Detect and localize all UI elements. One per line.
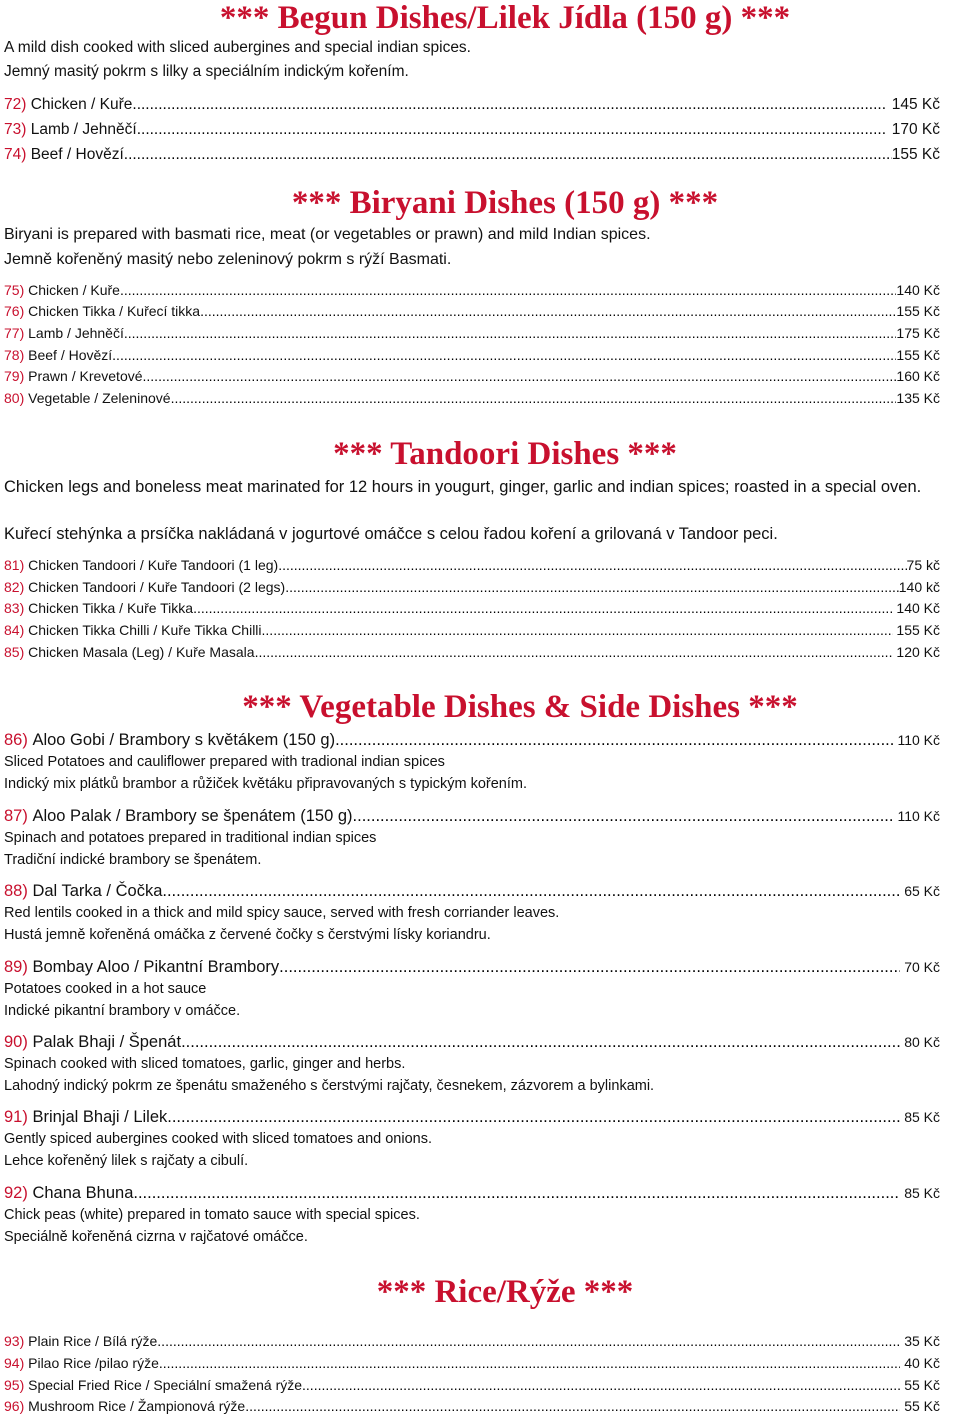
biryani-desc-cz: Jemně kořeněný masitý nebo zeleninový pokrm s rýží Basmati. [4, 251, 452, 268]
item-number: 91) [4, 1108, 28, 1126]
item-name: Brinjal Bhaji / Lilek [32, 1108, 168, 1126]
item-price: 135 Kč [896, 390, 940, 406]
item-name: Dal Tarka / Čočka [32, 882, 163, 900]
item-number: 83) [4, 600, 25, 616]
item-name: Chicken Tikka / Kuře Tikka [28, 600, 194, 616]
section-title-begun: *** Begun Dishes/Lilek Jídla (150 g) *** [219, 0, 791, 36]
item-price: 110 Kč [897, 808, 940, 824]
item-number: 74) [4, 146, 27, 163]
item-price: 160 Kč [896, 368, 940, 384]
item-name: Chicken / Kuře [28, 282, 120, 298]
item-price: 155 Kč [896, 622, 940, 638]
item-name: Beef / Hovězí [28, 347, 113, 363]
item-desc-en: Spinach and potatoes prepared in traditional indian spices [4, 830, 377, 846]
item-desc-cz: Lehce kořeněný lilek s rajčaty a cibulí. [4, 1153, 249, 1169]
item-number: 82) [4, 579, 25, 595]
menu-item [4, 1032, 940, 1052]
item-number: 75) [4, 282, 25, 298]
item-name: Aloo Palak / Brambory se špenátem (150 g) [32, 807, 353, 825]
item-price: 140 kč [898, 579, 940, 595]
item-desc-en: Potatoes cooked in a hot sauce [4, 981, 207, 997]
item-price: 35 Kč [904, 1333, 940, 1349]
item-desc-cz: Indické pikantní brambory v omáčce. [4, 1003, 241, 1019]
item-number: 84) [4, 622, 25, 638]
item-price: 55 Kč [904, 1398, 940, 1414]
menu-item [4, 806, 940, 826]
menu-item [4, 1107, 940, 1127]
biryani-desc-en: Biryani is prepared with basmati rice, meat (or vegetables or prawn) and mild Indian spices. [4, 226, 651, 243]
item-number: 76) [4, 303, 25, 319]
item-price: 155 Kč [891, 146, 940, 163]
item-name: Vegetable / Zeleninové [28, 390, 171, 406]
item-name: Chicken Tikka / Kuřecí tikka [28, 303, 201, 319]
section-title-rice: *** Rice/Rýže *** [376, 1274, 634, 1310]
item-price: 175 Kč [896, 325, 940, 341]
menu-item [4, 598, 940, 618]
menu-item [4, 1353, 940, 1373]
menu-item [4, 730, 940, 750]
item-number: 88) [4, 882, 28, 900]
item-name: Special Fried Rice / Speciální smažená rýže [28, 1377, 303, 1393]
menu-item [4, 1396, 940, 1416]
item-name: Chicken Masala (Leg) / Kuře Masala [28, 644, 255, 660]
item-price: 85 Kč [904, 1185, 940, 1201]
item-name: Chicken Tikka Chilli / Kuře Tikka Chilli [28, 622, 262, 638]
item-desc-cz: Lahodný indický pokrm ze špenátu smaženého s čerstvými rajčaty, česnekem, zázvorem a bylinkami. [4, 1078, 655, 1094]
menu-item [4, 1375, 940, 1395]
item-desc-en: Gently spiced aubergines cooked with sliced tomatoes and onions. [4, 1131, 433, 1147]
item-desc-cz: Speciálně kořeněná cizrna v rajčatové omáčce. [4, 1229, 308, 1245]
section-title-biryani: *** Biryani Dishes (150 g) *** [291, 185, 719, 221]
item-price: 80 Kč [904, 1034, 940, 1050]
menu-item [4, 323, 940, 343]
section-title-vegetable: *** Vegetable Dishes & Side Dishes *** [242, 689, 798, 725]
menu-item [4, 366, 940, 386]
menu-item [4, 95, 940, 115]
item-number: 77) [4, 325, 25, 341]
item-number: 73) [4, 121, 27, 138]
menu-item [4, 1183, 940, 1203]
menu-item [4, 120, 940, 140]
item-number: 95) [4, 1377, 25, 1393]
item-number: 96) [4, 1398, 25, 1414]
item-name: Pilao Rice /pilao rýže [28, 1355, 159, 1371]
item-name: Lamb / Jehněčí [30, 121, 137, 138]
item-number: 86) [4, 731, 28, 749]
item-name: Chicken Tandoori / Kuře Tandoori (2 legs) [28, 579, 286, 595]
item-price: 55 Kč [904, 1377, 940, 1393]
item-name: Mushroom Rice / Žampionová rýže [28, 1398, 246, 1414]
item-number: 93) [4, 1333, 25, 1349]
item-name: Chicken Tandoori / Kuře Tandoori (1 leg) [28, 557, 279, 573]
item-name: Prawn / Krevetové [28, 368, 143, 384]
item-number: 85) [4, 644, 25, 660]
item-price: 70 Kč [904, 959, 940, 975]
item-price: 155 Kč [896, 303, 940, 319]
item-number: 92) [4, 1184, 28, 1202]
menu-item [4, 388, 940, 408]
item-price: 155 Kč [896, 347, 940, 363]
menu-item [4, 1331, 940, 1351]
item-price: 140 Kč [896, 600, 940, 616]
item-desc-en: Chick peas (white) prepared in tomato sauce with special spices. [4, 1207, 420, 1223]
item-name: Plain Rice / Bílá rýže [28, 1333, 158, 1349]
item-price: 85 Kč [904, 1109, 940, 1125]
item-number: 89) [4, 958, 28, 976]
item-number: 87) [4, 807, 28, 825]
menu-item [4, 145, 940, 165]
menu-item [4, 345, 940, 365]
item-number: 80) [4, 390, 25, 406]
tandoori-desc-cz: Kuřecí stehýnka a prsíčka nakládaná v jogurtové omáčce s celou řadou koření a grilovaná v Tandoor peci. [4, 525, 778, 543]
begun-desc-cz: Jemný masitý pokrm s lilky a speciálním indickým kořením. [4, 63, 409, 80]
item-price: 110 Kč [897, 732, 940, 748]
item-price: 145 Kč [891, 96, 940, 113]
menu-item [4, 555, 940, 575]
item-price: 65 Kč [904, 883, 940, 899]
item-number: 79) [4, 368, 25, 384]
item-name: Beef / Hovězí [30, 146, 124, 163]
menu-item [4, 280, 940, 300]
menu-item [4, 957, 940, 977]
item-name: Bombay Aloo / Pikantní Brambory [32, 958, 280, 976]
item-number: 94) [4, 1355, 25, 1371]
tandoori-desc-en: Chicken legs and boneless meat marinated for 12 hours in yougurt, ginger, garlic and indian spices; roasted in a special oven. [4, 478, 922, 496]
item-desc-en: Spinach cooked with sliced tomatoes, garlic, ginger and herbs. [4, 1056, 406, 1072]
item-name: Palak Bhaji / Špenát [32, 1033, 182, 1051]
item-desc-en: Sliced Potatoes and cauliflower prepared with tradional indian spices [4, 754, 445, 770]
menu-item [4, 577, 940, 597]
item-price: 120 Kč [896, 644, 940, 660]
item-price: 75 kč [906, 557, 940, 573]
item-price: 140 Kč [896, 282, 940, 298]
item-name: Aloo Gobi / Brambory s květákem (150 g) [32, 731, 336, 749]
item-desc-cz: Hustá jemně kořeněná omáčka z červené čočky s čerstvými lísky koriandru. [4, 927, 491, 943]
item-number: 90) [4, 1033, 28, 1051]
item-price: 170 Kč [891, 121, 940, 138]
item-price: 40 Kč [904, 1355, 940, 1371]
item-name: Lamb / Jehněčí [28, 325, 124, 341]
begun-desc-en: A mild dish cooked with sliced aubergines and special indian spices. [4, 39, 471, 56]
menu-item [4, 620, 940, 640]
item-name: Chana Bhuna [32, 1184, 134, 1202]
item-number: 78) [4, 347, 25, 363]
menu-item [4, 301, 940, 321]
item-desc-cz: Indický mix plátků brambor a růžiček květáku připravovaných s typickým kořením. [4, 776, 527, 792]
item-desc-en: Red lentils cooked in a thick and mild spicy sauce, served with fresh corriander leaves. [4, 905, 560, 921]
item-number: 72) [4, 96, 27, 113]
menu-item [4, 881, 940, 901]
item-number: 81) [4, 557, 25, 573]
section-title-tandoori: *** Tandoori Dishes *** [333, 436, 677, 472]
item-desc-cz: Tradiční indické brambory se špenátem. [4, 852, 262, 868]
item-name: Chicken / Kuře [30, 96, 133, 113]
menu-item [4, 642, 940, 662]
